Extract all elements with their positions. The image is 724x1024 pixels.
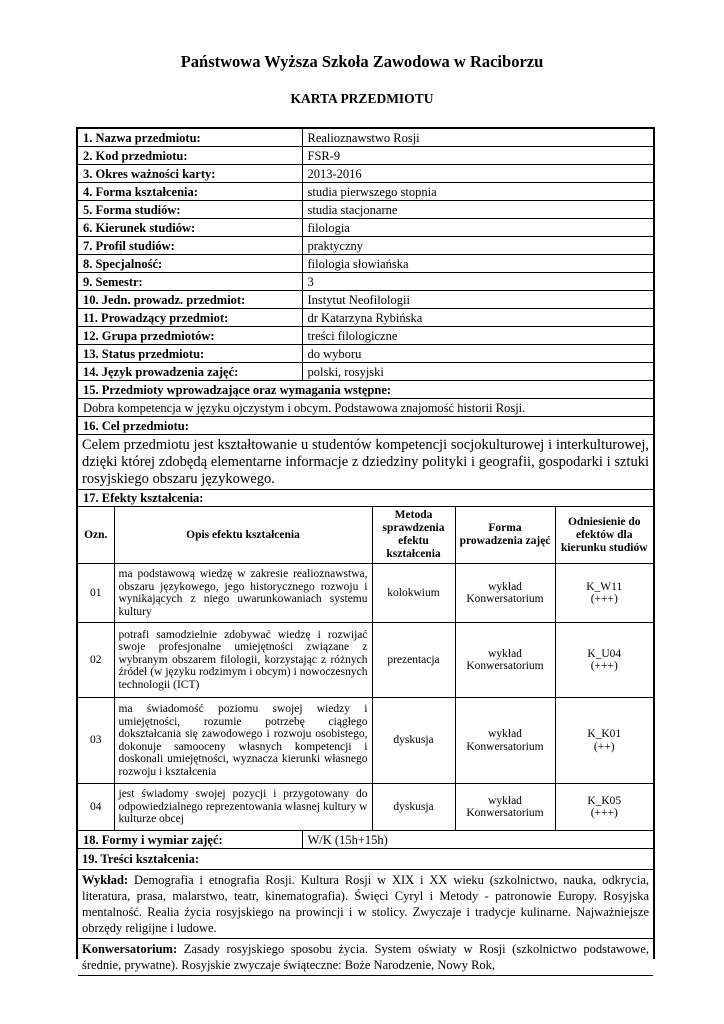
info-label: 1. Nazwa przedmiotu: [78,129,302,147]
info-row [78,219,653,237]
outcome-ref-2: (++) [593,740,615,753]
lecture-text: Demografia i etnografia Rosji. Kultura Rosji w XIX i XX wieku (szkolnictwo, nauka, odkrycia, literatura, prasa, malarstwo, teatr, kinematografia). Święci Cyryl i Metody - patronowie Europy. Rosyjska mentalność. Realia życia rosyjskiego na prowincji i w stolicy. Zwyczaje i tradycje kulinarne. Najważniejsze obrzędy religijne i ludowe. [82,873,649,935]
info-label: 8. Specjalność: [78,255,302,273]
outcome-id: 01 [78,564,114,623]
outcome-id: 04 [78,784,114,831]
info-label: 3. Okres ważności karty: [78,165,302,183]
goal-heading: 16. Cel przedmiotu: [78,417,653,435]
info-row [78,183,653,201]
outcome-form-1: wykład [488,580,522,593]
col-ozn: Ozn. [78,507,114,564]
outcome-ref-2: (+++) [590,593,618,605]
outcome-form [455,623,555,698]
outcome-row [78,698,653,784]
info-row [78,273,653,291]
info-label: 4. Forma kształcenia: [78,183,302,201]
info-label: 13. Status przedmiotu: [78,345,302,363]
info-row [78,309,653,327]
info-label: 10. Jedn. prowadz. przedmiot: [78,291,302,309]
col-form: Forma prowadzenia zajęć [455,507,555,564]
outcome-method: prezentacja [372,623,455,698]
outcome-desc: potrafi samodzielnie zdobywać wiedzę i rozwijać swoje profesjonalne umiejętności związane z wybranym obszarem filologii, korzystając z różnych źródeł (w języku rodzimym i obcym) i nowoczesnych technologii (ICT) [114,623,372,698]
outcome-ref [555,564,653,623]
info-value: dr Katarzyna Rybińska [302,309,653,327]
outcome-method: kolokwium [372,564,455,623]
outcome-desc: ma świadomość poziomu swojej wiedzy i umiejętności, rozumie potrzebę ciągłego dokształcania się zawodowego i rozwoju osobistego, dokonuje samooceny własnych kompetencji i doskonali umiejętności, wyznacza kierunki własnego rozwoju i kształcenia [114,698,372,784]
outcome-desc: ma podstawową wiedzę w zakresie realioznawstwa, obszaru językowego, jego historycznego rozwoju i wynikających z niego uwarunkowaniach systemu kultury [114,564,372,623]
outcome-form-2: Konwersatorium [466,593,544,605]
info-row [78,237,653,255]
info-label: 11. Prowadzący przedmiot: [78,309,302,327]
outcome-form-1: wykład [488,728,522,740]
info-value: do wyboru [302,345,653,363]
course-card-table [76,127,655,972]
col-method: Metoda sprawdzenia efektu kształcenia [372,507,455,564]
course-info-table [78,129,653,381]
info-row [78,327,653,345]
outcome-form-2: Konwersatorium [466,807,544,819]
prereq-section [78,381,653,417]
content-seminar [78,939,653,976]
content-section [78,849,653,976]
forms-value: W/K (15h+15h) [302,831,653,849]
outcome-ref-1: K_K01 [587,728,622,740]
outcome-row [78,623,653,698]
outcome-id: 02 [78,623,114,698]
outcome-desc: jest świadomy swojej pozycji i przygotowany do odpowiedzialnego reprezentowania własnej kultury w kulturze obcej [114,784,372,831]
info-row [78,255,653,273]
forms-label: 18. Formy i wymiar zajęć: [78,831,302,849]
outcome-form [455,698,555,784]
info-row [78,201,653,219]
info-value: treści filologiczne [302,327,653,345]
outcome-ref [555,698,653,784]
info-value: praktyczny [302,237,653,255]
outcome-form-1: wykład [488,794,522,807]
prereq-text: Dobra kompetencja w języku ojczystym i obcym. Podstawowa znajomość historii Rosji. [78,399,653,417]
info-label: 12. Grupa przedmiotów: [78,327,302,345]
goal-text: Celem przedmiotu jest kształtowanie u studentów kompetencji socjokulturowej i interkulturowej, dzięki której zdobędą elementarne informacje z dziedziny polityki i geografii, gospodarki i sztuki rosyjskiego obszaru językowego. [78,435,653,490]
forms-section [78,831,653,849]
goal-section [78,417,653,490]
info-value: Realioznawstwo Rosji [302,129,653,147]
outcome-form-2: Konwersatorium [466,740,544,753]
info-row [78,129,653,147]
prereq-heading: 15. Przedmioty wprowadzające oraz wymagania wstępne: [78,381,653,399]
outcome-method: dyskusja [372,784,455,831]
info-row [78,165,653,183]
outcome-ref-1: K_W11 [586,580,623,593]
outcome-form-2: Konwersatorium [466,660,544,672]
outcome-ref [555,784,653,831]
outcome-row [78,564,653,623]
lecture-label: Wykład: [82,873,129,887]
info-label: 5. Forma studiów: [78,201,302,219]
seminar-text: Zasady rosyjskiego sposobu życia. System oświaty w Rosji (szkolnictwo podstawowe, średnie, prywatne). Rosyjskie zwyczaje świąteczne: Boże Narodzenie, Nowy Rok, [82,942,649,972]
info-value: filologia słowiańska [302,255,653,273]
info-label: 6. Kierunek studiów: [78,219,302,237]
outcomes-heading: 17. Efekty kształcenia: [78,490,653,507]
col-desc: Opis efektu kształcenia [114,507,372,564]
seminar-label: Konwersatorium: [82,942,178,956]
info-value: 2013-2016 [302,165,653,183]
outcome-method: dyskusja [372,698,455,784]
outcome-ref-1: K_K05 [587,794,622,807]
info-row [78,345,653,363]
info-label: 9. Semestr: [78,273,302,291]
outcome-ref-2: (+++) [590,660,618,672]
outcome-ref-1: K_U04 [587,647,622,660]
info-value: studia pierwszego stopnia [302,183,653,201]
info-row [78,363,653,381]
info-value: FSR-9 [302,147,653,165]
card-title: KARTA PRZEDMIOTU [290,91,434,106]
outcome-form [455,564,555,623]
content-lecture [78,870,653,939]
info-value: Instytut Neofilologii [302,291,653,309]
info-value: polski, rosyjski [302,363,653,381]
outcome-ref-2: (+++) [590,807,618,819]
content-heading: 19. Treści kształcenia: [78,849,653,870]
school-name: Państwowa Wyższa Szkoła Zawodowa w Raciborzu [180,52,544,71]
outcome-form [455,784,555,831]
info-value: studia stacjonarne [302,201,653,219]
outcomes-header-row [78,507,653,564]
info-row [78,147,653,165]
outcomes-section [78,490,653,831]
info-label: 2. Kod przedmiotu: [78,147,302,165]
outcome-form-1: wykład [488,647,522,660]
info-row [78,291,653,309]
info-label: 7. Profil studiów: [78,237,302,255]
info-value: filologia [302,219,653,237]
outcome-row [78,784,653,831]
info-value: 3 [302,273,653,291]
outcome-id: 03 [78,698,114,784]
col-ref: Odniesienie do efektów dla kierunku studiów [555,507,653,564]
info-label: 14. Język prowadzenia zajęć: [78,363,302,381]
outcome-ref [555,623,653,698]
